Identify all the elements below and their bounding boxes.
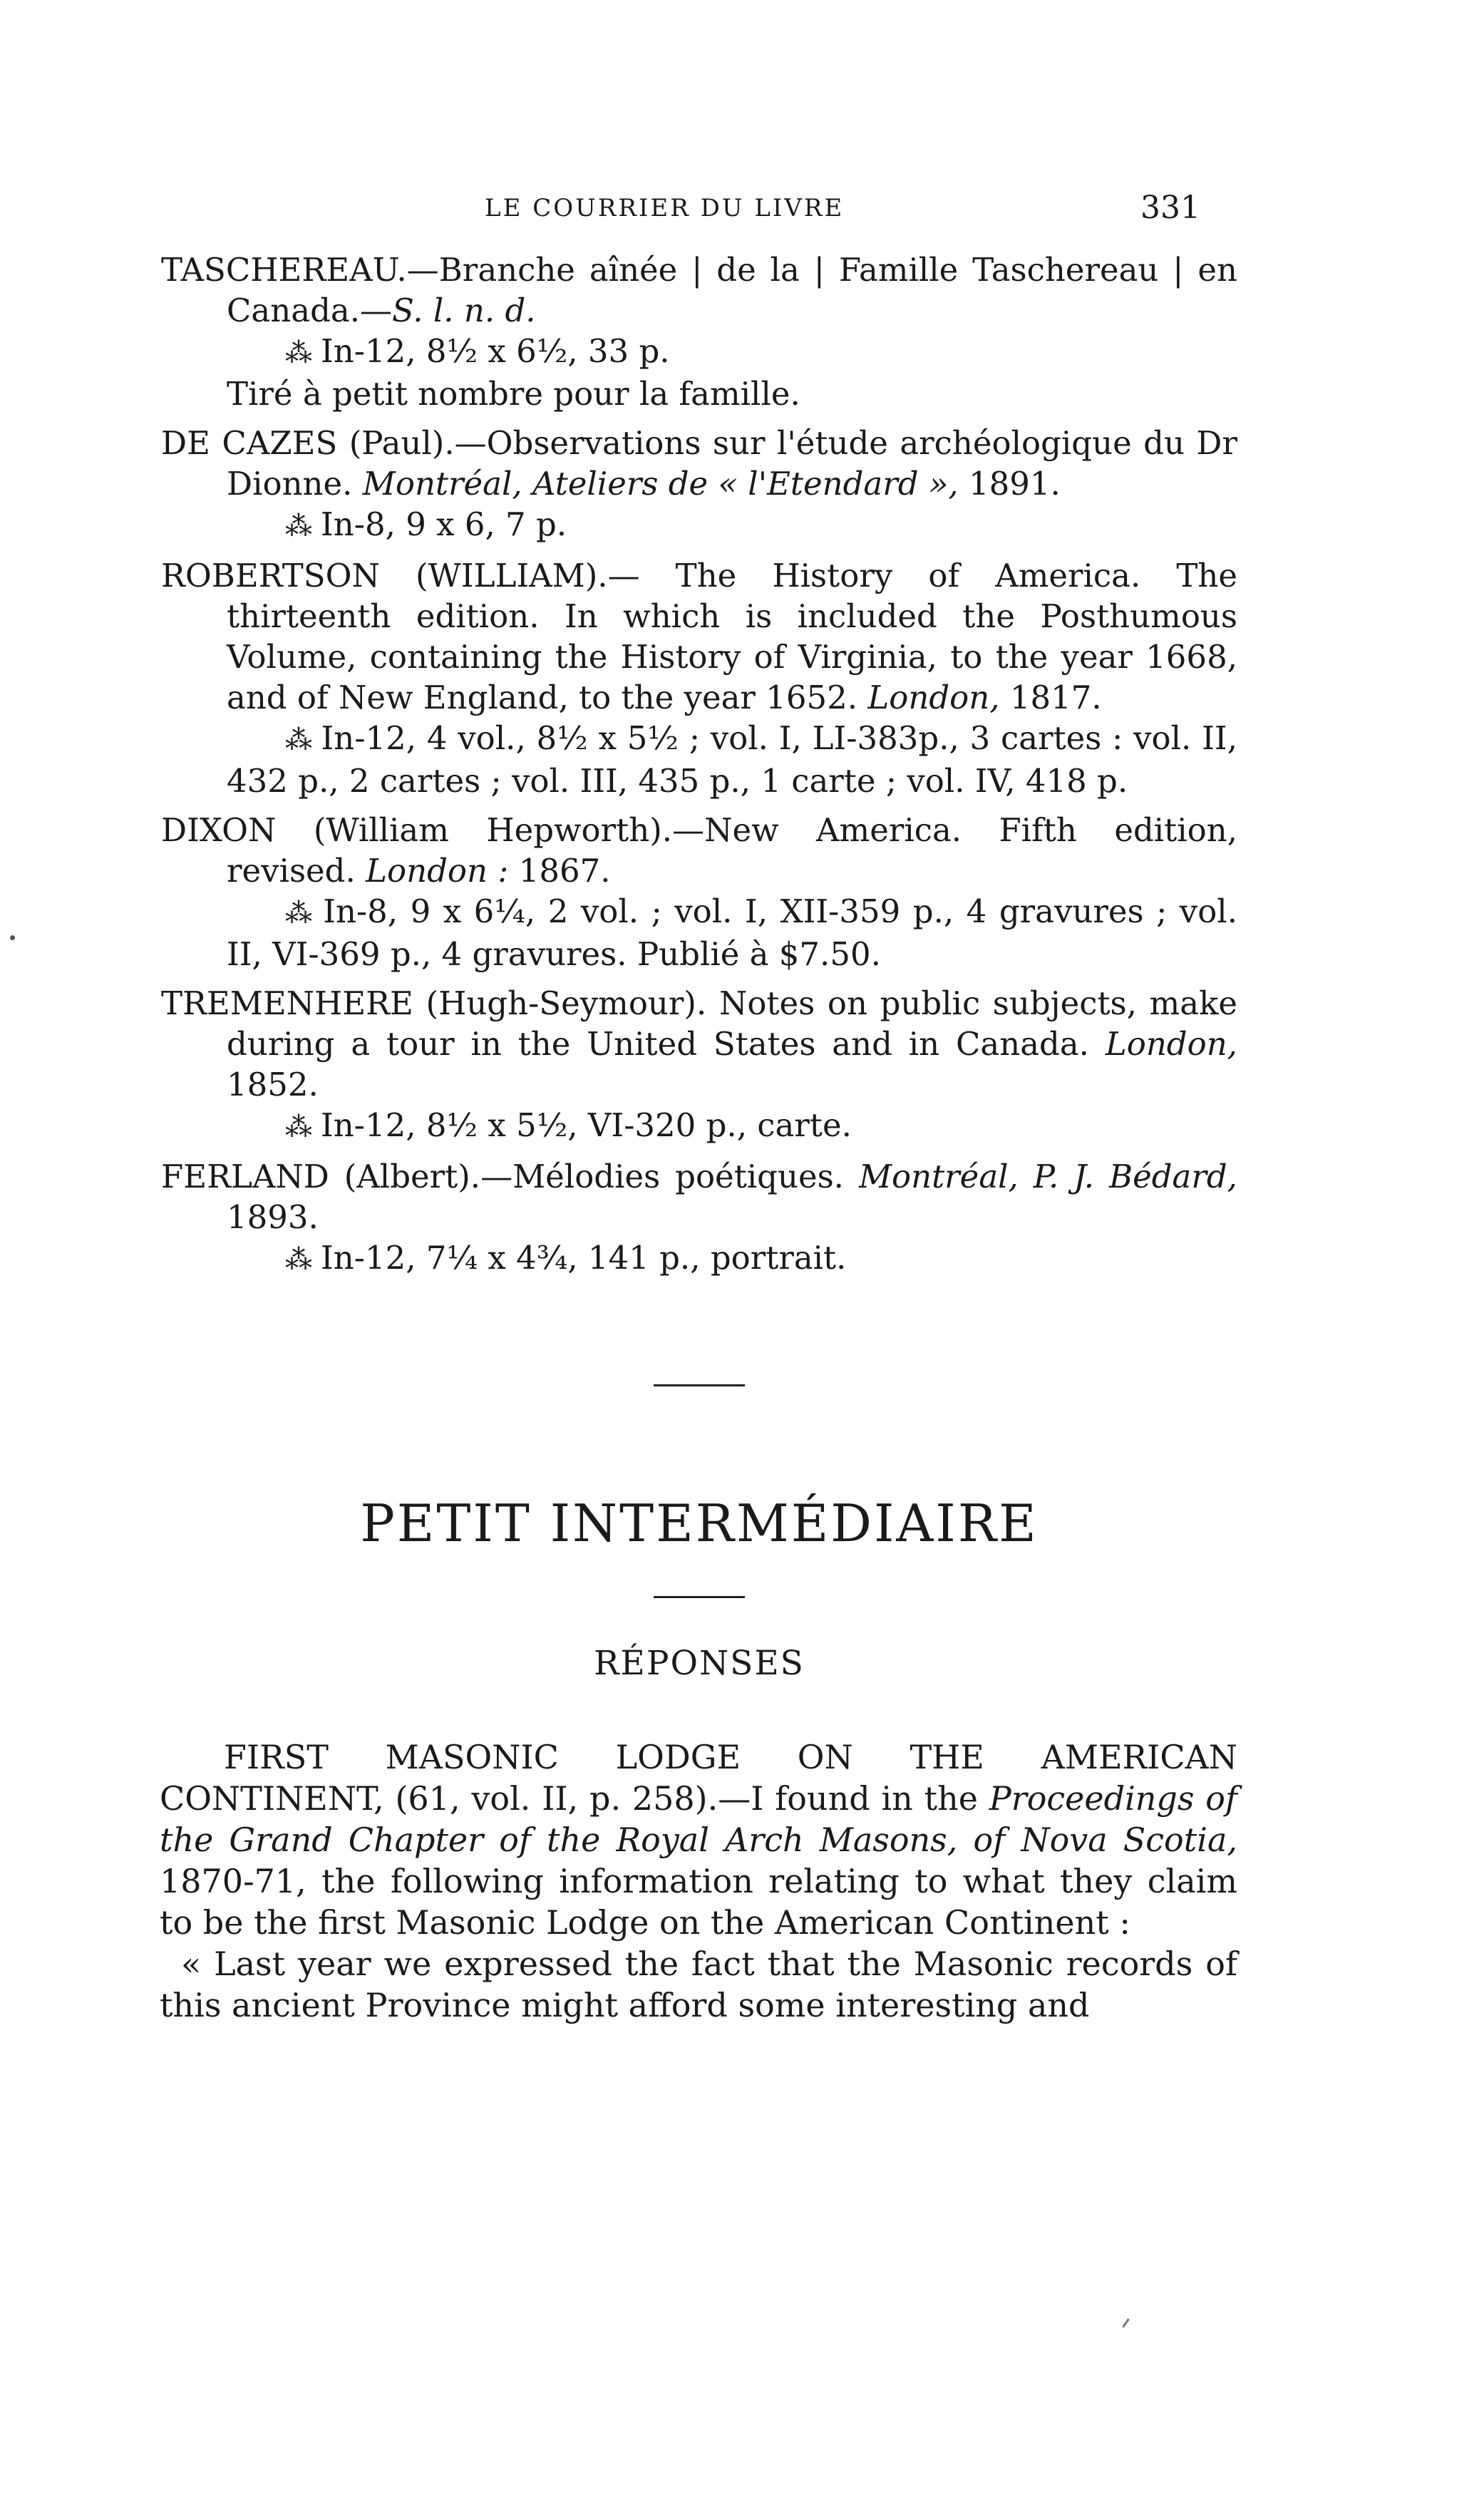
response-heading: FIRST MASONIC LODGE ON THE AMERICAN CONTINENT, xyxy=(160,1738,1237,1818)
entry-title: —Observations sur l'étude archéologique du Dr Dionne. xyxy=(227,424,1238,503)
asterism-icon: ⁂ xyxy=(285,897,311,929)
entry-note: Tiré à petit nombre pour la famille. xyxy=(227,375,800,413)
entry-description: In-12, 7¼ x 4¾, 141 p., portrait. xyxy=(321,1239,847,1277)
entry-imprint: S. l. n. d. xyxy=(392,292,536,329)
entry-author: ROBERTSON xyxy=(161,557,380,594)
entry-author: DIXON xyxy=(161,811,277,849)
entry-author: FERLAND xyxy=(161,1158,329,1195)
entry-author: TASCHEREAU. xyxy=(161,251,407,289)
entry-title: —New America. Fifth edition, revised. xyxy=(227,811,1237,890)
entry-year: 1852. xyxy=(227,1066,319,1103)
running-header xyxy=(0,187,1484,230)
entry-author-given: (WILLIAM). xyxy=(416,557,608,594)
response-paragraph xyxy=(160,1736,1237,1943)
page-number: 331 xyxy=(1140,190,1200,226)
entry-imprint: London : xyxy=(366,852,509,890)
bibliography-entry xyxy=(161,1156,1237,1280)
text-column xyxy=(161,249,1237,2026)
entry-author-given: (Hugh-Seymour). xyxy=(426,984,707,1022)
entry-description: In-12, 8½ x 6½, 33 p. xyxy=(321,332,670,370)
entry-author: DE CAZES xyxy=(161,424,338,462)
entry-imprint: London, xyxy=(1105,1025,1237,1063)
entry-description: In-8, 9 x 6¼, 2 vol. ; vol. I, XII-359 p., 4 gravures ; vol. II, VI-369 p., 4 gravures. Publié à $7.50. xyxy=(227,892,1238,973)
title-divider xyxy=(654,1596,745,1598)
entry-title: Notes on public subjects, make during a tour in the United States and in Canada. xyxy=(227,984,1237,1063)
response-source-title: Proceedings of the Grand Chapter of the Royal Arch Masons, of Nova Scotia, xyxy=(160,1779,1237,1859)
entry-description: In-12, 8½ x 5½, VI-320 p., carte. xyxy=(321,1106,852,1144)
section-divider xyxy=(654,1384,745,1386)
entry-imprint: Montréal, Ateliers de « l'Etendard », xyxy=(362,465,959,503)
asterism-icon: ⁂ xyxy=(285,724,309,756)
entry-title: — The History of America. The thirteenth edition. In which is included the Posthumous Volume, containing the History of Virginia, to the year 1668, and of New England, to the year 1652. xyxy=(227,557,1237,716)
entry-year: 1867. xyxy=(518,852,611,890)
response-article xyxy=(160,1736,1237,2026)
entry-author-given: (Paul). xyxy=(349,424,455,462)
bibliography-entry xyxy=(161,423,1237,547)
entry-description: In-12, 4 vol., 8½ x 5½ ; vol. I, LI-383p., 3 cartes : vol. II, 432 p., 2 cartes ; vol. III, 435 p., 1 carte ; vol. IV, 418 p. xyxy=(227,719,1238,800)
entry-year: 1893. xyxy=(227,1198,319,1236)
asterism-icon: ⁂ xyxy=(285,1111,308,1143)
asterism-icon: ⁂ xyxy=(285,510,308,542)
bibliography-entry xyxy=(161,555,1237,801)
section-subtitle: RÉPONSES xyxy=(594,1644,805,1683)
entry-author: TREMENHERE xyxy=(161,984,413,1022)
bibliography-entry xyxy=(161,810,1237,974)
asterism-icon: ⁂ xyxy=(285,337,308,369)
entry-author-given: (Albert). xyxy=(344,1158,481,1195)
entry-title: —Mélodies poétiques. xyxy=(480,1158,844,1195)
margin-tick xyxy=(1122,2318,1129,2327)
running-title: LE COURRIER DU LIVRE xyxy=(485,194,845,222)
response-text-continued: 1870-71, the following information relating to what they claim to be the first Masonic Lodge on the American Continent : xyxy=(160,1862,1237,1942)
asterism-icon: ⁂ xyxy=(285,1244,308,1275)
entry-year: 1891. xyxy=(969,465,1061,503)
entry-description: In-8, 9 x 6, 7 p. xyxy=(321,505,567,543)
entry-imprint: Montréal, P. J. Bédard, xyxy=(858,1158,1237,1195)
response-reference: (61, vol. II, p. 258). xyxy=(395,1779,718,1818)
response-quote: « Last year we expressed the fact that the Masonic records of this ancient Province might afford some interesting and xyxy=(160,1945,1237,2024)
margin-dot xyxy=(10,935,15,940)
entry-year: 1817. xyxy=(1009,679,1102,716)
entry-imprint: London, xyxy=(867,679,1000,716)
entry-author-given: (William Hepworth). xyxy=(313,811,673,849)
entry-title: —Branche aînée | de la | Famille Taschereau | en Canada.— xyxy=(227,251,1237,329)
section-title: PETIT INTERMÉDIAIRE xyxy=(360,1493,1039,1553)
response-text: —I found in the xyxy=(718,1779,989,1818)
bibliography-entry xyxy=(161,983,1237,1148)
bibliography-entry xyxy=(161,249,1237,414)
